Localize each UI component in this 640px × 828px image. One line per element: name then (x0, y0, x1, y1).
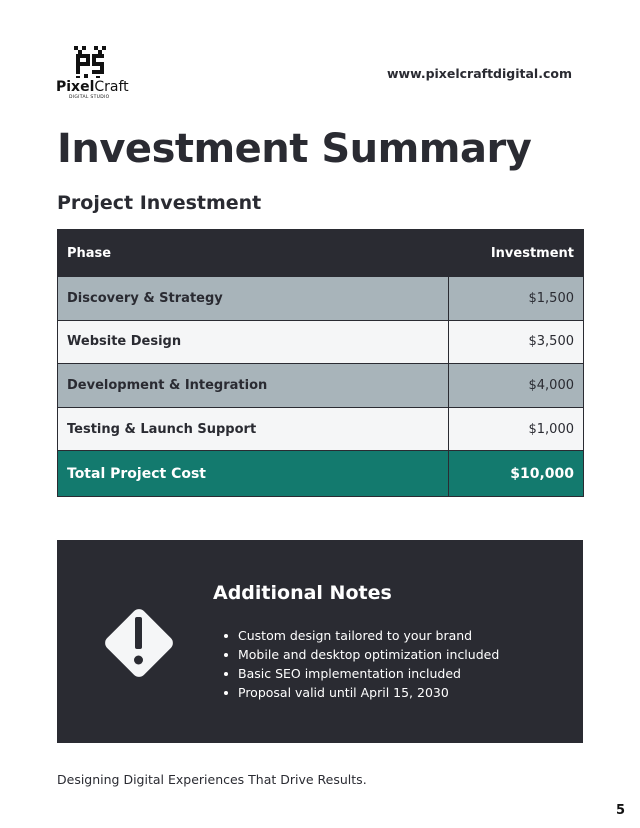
list-item: Basic SEO implementation included (224, 664, 499, 683)
additional-notes-panel (57, 540, 583, 743)
phase-cell: Testing & Launch Support (58, 407, 449, 451)
table-header-row (58, 230, 584, 277)
total-value: $10,000 (449, 451, 584, 497)
brand-name: PixelCraft (56, 79, 129, 95)
brand-logo (56, 44, 132, 100)
header-phase: Phase (58, 230, 449, 277)
page-title: Investment Summary (57, 126, 532, 172)
table-row (58, 320, 584, 364)
phase-cell: Development & Integration (58, 364, 449, 408)
website-url[interactable]: www.pixelcraftdigital.com (386, 66, 572, 81)
phase-cell: Website Design (58, 320, 449, 364)
pixel-logo-icon (72, 44, 108, 80)
table-row (58, 407, 584, 451)
warning-diamond-icon (94, 598, 184, 688)
table-row (58, 364, 584, 408)
section-title: Project Investment (57, 192, 262, 214)
page-number: 5 (615, 803, 625, 818)
investment-cell: $1,500 (449, 277, 584, 321)
list-item: Proposal valid until April 15, 2030 (224, 683, 499, 702)
phase-cell: Discovery & Strategy (58, 277, 449, 321)
total-label: Total Project Cost (58, 451, 449, 497)
footer-tagline: Designing Digital Experiences That Drive Results. (57, 772, 367, 787)
header-investment: Investment (449, 230, 584, 277)
list-item: Custom design tailored to your brand (224, 626, 499, 645)
notes-title: Additional Notes (213, 582, 392, 604)
list-item: Mobile and desktop optimization included (224, 645, 499, 664)
investment-cell: $4,000 (449, 364, 584, 408)
notes-list (224, 626, 499, 702)
investment-cell: $3,500 (449, 320, 584, 364)
brand-subtitle: DIGITAL STUDIO (69, 95, 110, 100)
investment-cell: $1,000 (449, 407, 584, 451)
investment-table (57, 229, 584, 497)
total-row (58, 451, 584, 497)
table-row (58, 277, 584, 321)
